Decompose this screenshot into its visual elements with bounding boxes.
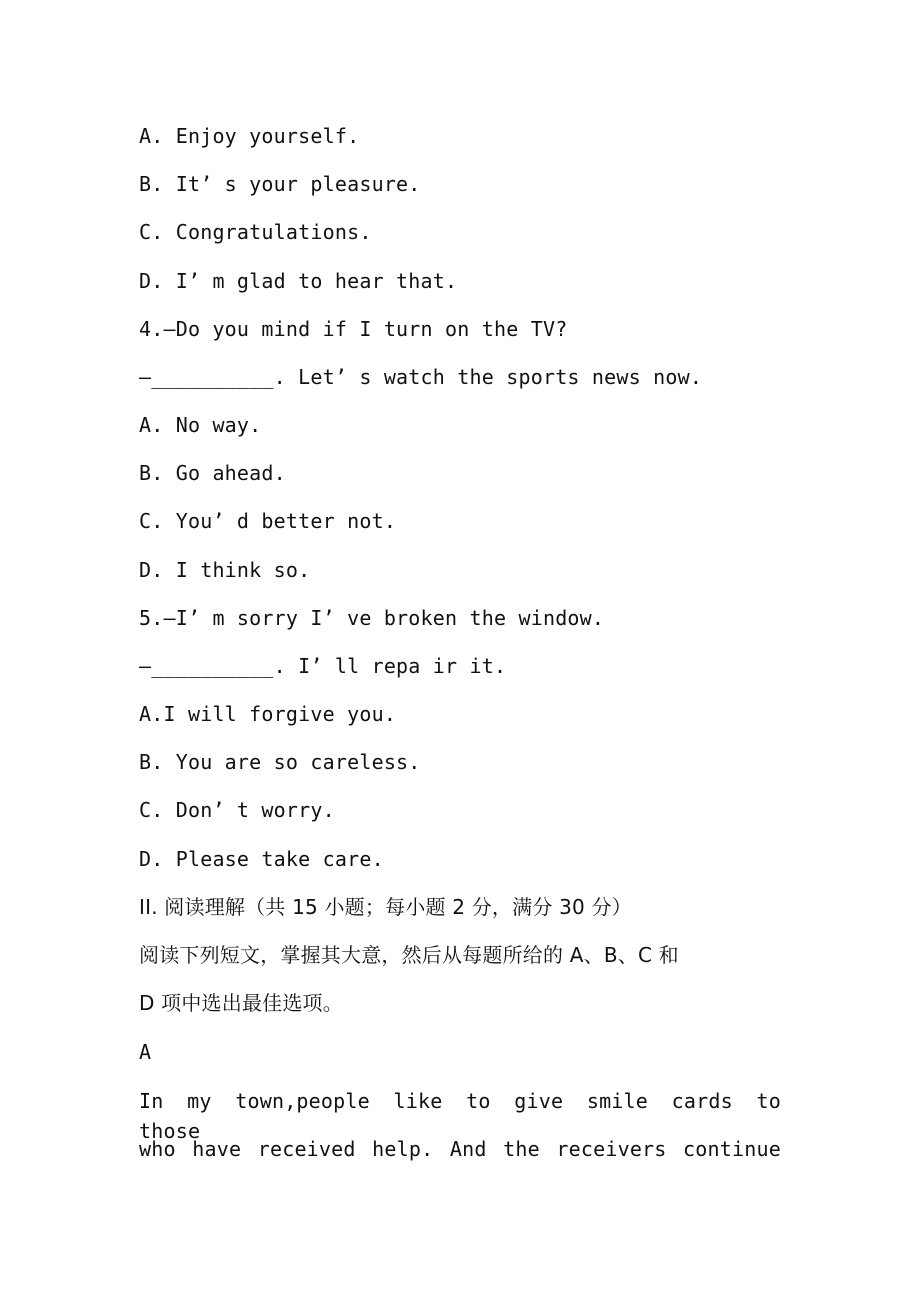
passage-line-2: who have received help. And the receivers continue [139, 1137, 781, 1161]
option-4b: B. Go ahead. [139, 461, 286, 485]
option-4d: D. I think so. [139, 558, 311, 582]
passage-line-1: In my town,people like to give smile cards to those [139, 1089, 781, 1143]
section-instruction-line-2: D 项中选出最佳选项。 [139, 991, 343, 1015]
option-3a: A. Enjoy yourself. [139, 124, 360, 148]
option-5d: D. Please take care. [139, 847, 384, 871]
option-5c: C. Don’ t worry. [139, 798, 335, 822]
option-5a: A.I will forgive you. [139, 702, 397, 726]
question-4-response: —__________. Let’ s watch the sports news now. [139, 365, 703, 389]
option-4a: A. No way. [139, 413, 262, 437]
passage-label: A [139, 1040, 152, 1064]
option-3d: D. I’ m glad to hear that. [139, 269, 458, 293]
question-4-prompt: 4.—Do you mind if I turn on the TV? [139, 317, 568, 341]
section-heading: II. 阅读理解（共 15 小题；每小题 2 分，满分 30 分） [139, 895, 632, 919]
section-instruction-line-1: 阅读下列短文，掌握其大意，然后从每题所给的 A、B、C 和 [139, 943, 679, 967]
option-3c: C. Congratulations. [139, 220, 372, 244]
option-3b: B. It’ s your pleasure. [139, 172, 421, 196]
question-5-prompt: 5.—I’ m sorry I’ ve broken the window. [139, 606, 605, 630]
option-4c: C. You’ d better not. [139, 509, 397, 533]
option-5b: B. You are so careless. [139, 750, 421, 774]
question-5-response: —__________. I’ ll repa ir it. [139, 654, 507, 678]
